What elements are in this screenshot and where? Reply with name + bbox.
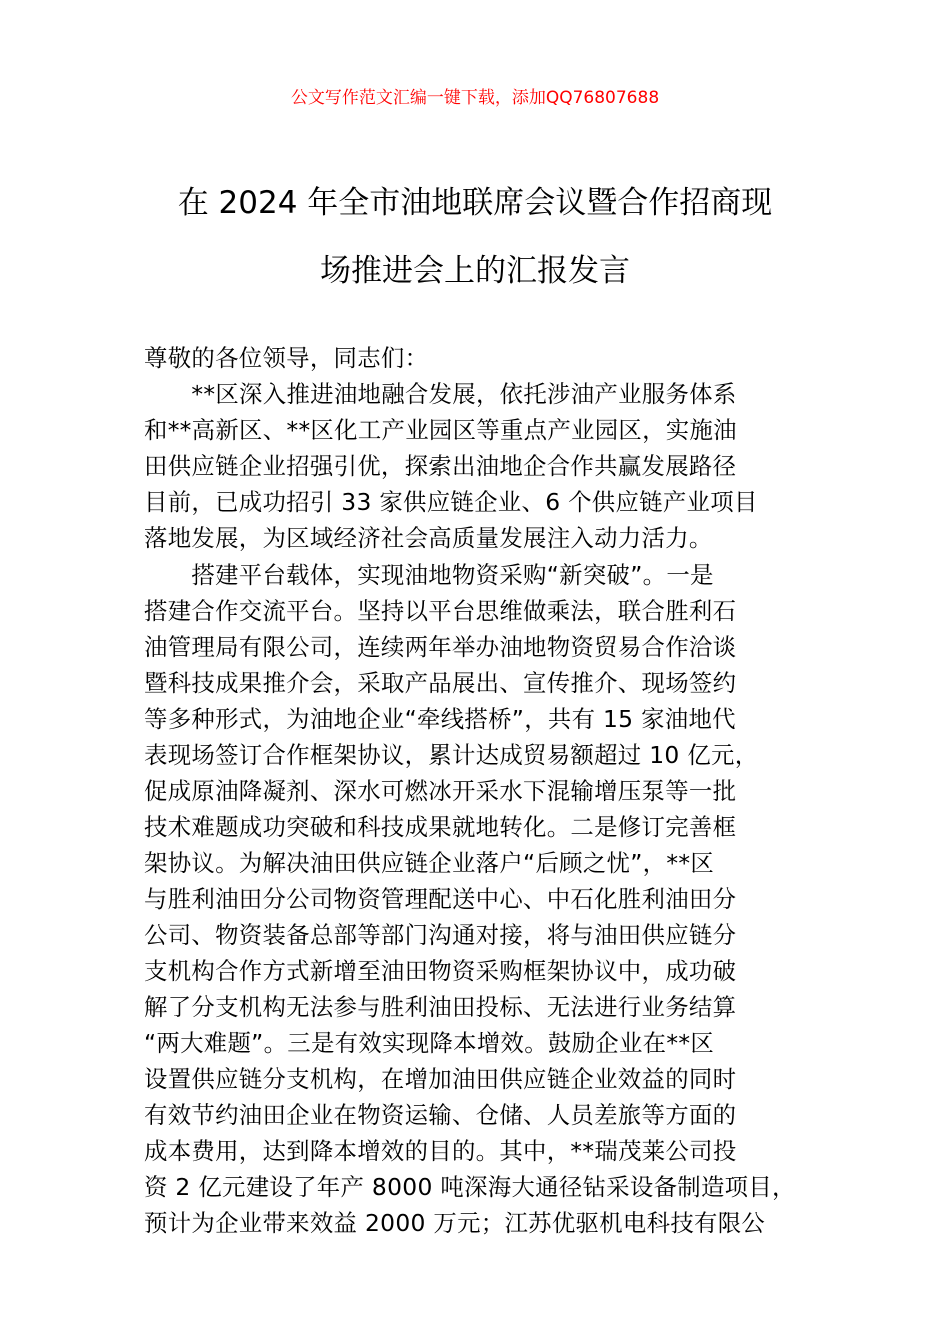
body-line: 公司、物资装备总部等部门沟通对接，将与油田供应链分 <box>144 921 737 949</box>
body-line: 田供应链企业招强引优，探索出油地企合作共赢发展路径 <box>144 452 737 480</box>
salutation: 尊敬的各位领导，同志们： <box>144 344 429 372</box>
body-line: 解了分支机构无法参与胜利油田投标、无法进行业务结算 <box>144 993 737 1021</box>
body-line: 预计为企业带来效益 2000 万元；江苏优驱机电科技有限公 <box>144 1209 766 1237</box>
document-title-line-2: 场推进会上的汇报发言 <box>320 253 630 289</box>
body-line: 表现场签订合作框架协议，累计达成贸易额超过 10 亿元， <box>144 741 759 769</box>
document-title-line-1: 在 2024 年全市油地联席会议暨合作招商现 <box>177 185 773 221</box>
body-line: 搭建平台载体，实现油地物资采购“新突破”。一是 <box>144 561 714 589</box>
body-line: 油管理局有限公司，连续两年举办油地物资贸易合作洽谈 <box>144 633 737 661</box>
body-line: 技术难题成功突破和科技成果就地转化。二是修订完善框 <box>144 813 737 841</box>
body-line: 资 2 亿元建设了年产 8000 吨深海大通径钻采设备制造项目， <box>144 1173 796 1201</box>
body-line: 成本费用，达到降本增效的目的。其中，**瑞茂莱公司投 <box>144 1137 737 1165</box>
body-line: 落地发展，为区域经济社会高质量发展注入动力活力。 <box>144 524 713 552</box>
body-line: 设置供应链分支机构，在增加油田供应链企业效益的同时 <box>144 1065 737 1093</box>
body-line: 暨科技成果推介会，采取产品展出、宣传推介、现场签约 <box>144 669 737 697</box>
download-notice: 公文写作范文汇编一键下载，添加QQ76807688 <box>290 88 660 108</box>
body-line: 搭建合作交流平台。坚持以平台思维做乘法，联合胜利石 <box>144 597 737 625</box>
body-line: 与胜利油田分公司物资管理配送中心、中石化胜利油田分 <box>144 885 737 913</box>
body-line: “两大难题”。三是有效实现降本增效。鼓励企业在**区 <box>144 1029 715 1057</box>
body-line: 架协议。为解决油田供应链企业落户“后顾之忧”，**区 <box>144 849 715 877</box>
body-line: 支机构合作方式新增至油田物资采购框架协议中，成功破 <box>144 957 737 985</box>
body-line: 促成原油降凝剂、深水可燃冰开采水下混输增压泵等一批 <box>144 777 737 805</box>
body-line: 和**高新区、**区化工产业园区等重点产业园区，实施油 <box>144 416 737 444</box>
body-line: 目前，已成功招引 33 家供应链企业、6 个供应链产业项目 <box>144 488 758 516</box>
body-line: 有效节约油田企业在物资运输、仓储、人员差旅等方面的 <box>144 1101 737 1129</box>
body-line: **区深入推进油地融合发展，依托涉油产业服务体系 <box>144 380 737 408</box>
body-line: 等多种形式，为油地企业“牵线搭桥”，共有 15 家油地代 <box>144 705 736 733</box>
